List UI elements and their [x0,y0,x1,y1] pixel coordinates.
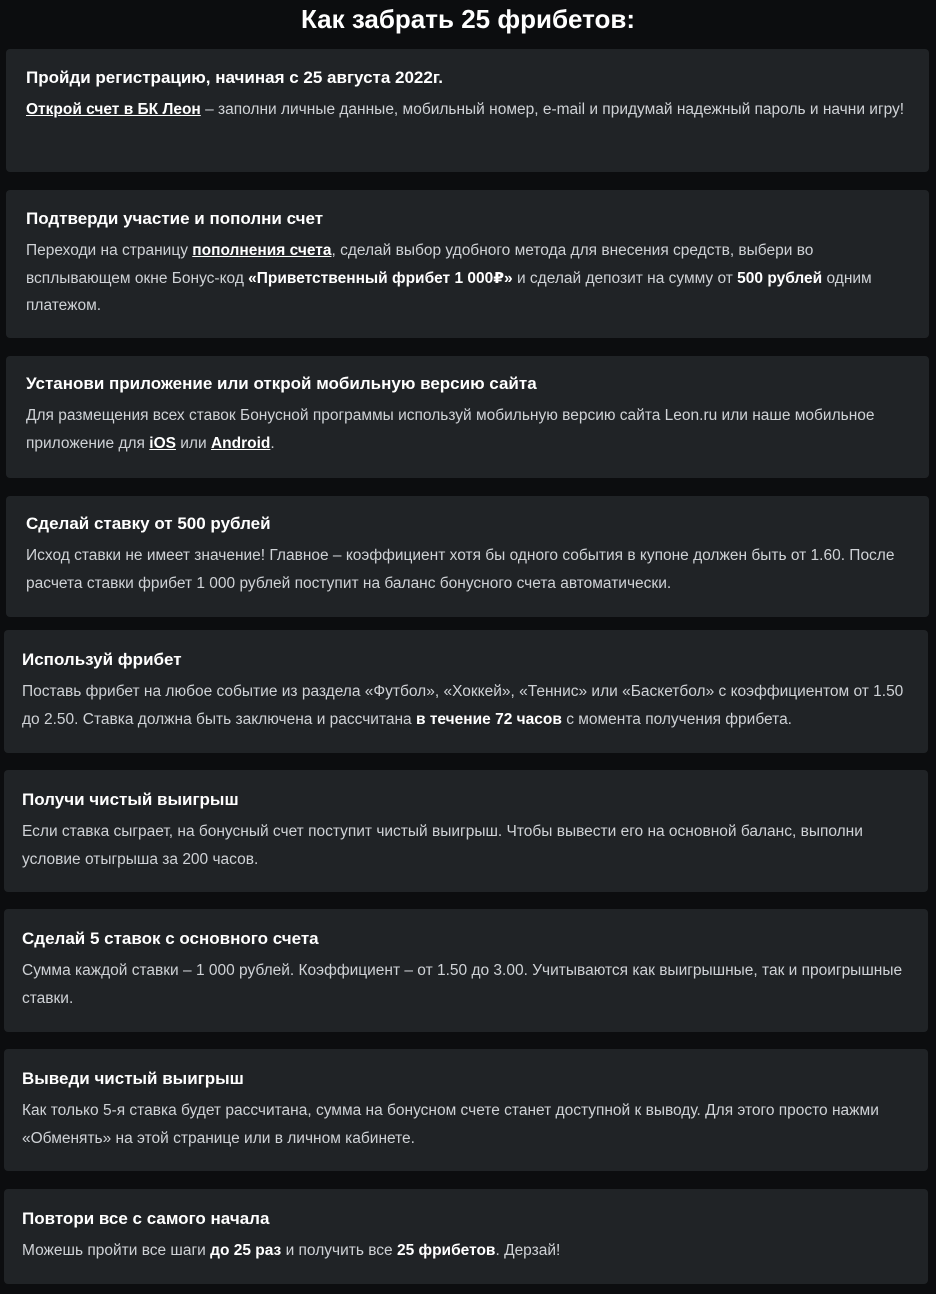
step-card-install-app [6,356,929,478]
body-text: Исход ставки не имеет значение! Главное – коэффициент хотя бы одного события в купоне должен быть от 1.60. После расчета ставки фрибет 1 000 рублей поступит на баланс бонусного счета автоматически. [26,547,895,592]
highlight-text: 25 фрибетов [396,1242,496,1259]
highlight-text: «Приветственный фрибет 1 000₽» [248,269,513,287]
step-text [26,542,911,597]
step-title: Выведи чистый выигрыш [22,1069,244,1088]
step-title: Получи чистый выигрыш [22,790,239,809]
step-title: Повтори все с самого начала [22,1209,270,1228]
step-card-place-bet [6,496,929,617]
body-text: Переходи на страницу [26,242,193,259]
inline-link[interactable]: iOS [149,434,176,452]
step-text [26,96,911,124]
body-text: и сделай депозит на сумму от [512,269,738,287]
step-text [22,957,910,1012]
step-card-net-win [4,770,928,892]
step-title: Сделай 5 ставок с основного счета [22,929,319,948]
body-text: , сделай выбор удобного метода для внесения средств, выбери во всплывающем окне Бонус-код [26,242,814,287]
inline-link[interactable]: Android [210,434,271,452]
step-text [26,402,911,457]
page-title: Как забрать 25 фрибетов: [300,4,636,34]
step-card-register [6,49,929,172]
body-text: . Дерзай! [495,1242,561,1259]
body-text: одним платежом. [26,269,872,314]
body-text: – заполни личные данные, мобильный номер, e-mail и придумай надежный пароль и начни игру! [200,101,905,118]
highlight-text: до 25 раз [210,1242,282,1259]
body-text: Как только 5-я ставка будет рассчитана, сумма на бонусном счете станет доступной к выводу. Для этого просто нажми «Обменять» на этой странице или в личном кабинете. [22,1102,879,1147]
step-text [26,237,911,320]
step-title: Пройди регистрацию, начиная с 25 августа 2022г. [26,68,443,87]
body-text: Можешь пройти все шаги [22,1242,211,1259]
step-card-deposit [6,190,929,338]
step-text [22,678,910,733]
step-title: Подтверди участие и пополни счет [26,209,324,228]
body-text: и получить все [281,1242,397,1259]
inline-link[interactable]: Открой счет в БК Леон [26,101,201,118]
step-card-use-freebet [4,630,928,753]
inline-link[interactable]: пополнения счета [192,242,332,259]
body-text: Поставь фрибет на любое событие из раздела «Футбол», «Хоккей», «Теннис» или «Баскетбол» с коэффициентом от 1.50 до 2.50. Ставка должна быть заключена и рассчитана [22,683,904,728]
step-title: Сделай ставку от 500 рублей [26,514,271,533]
body-text: Для размещения всех ставок Бонусной программы используй мобильную версию сайта Leon.ru или наше мобильное приложение для [26,407,875,452]
step-title: Используй фрибет [22,650,182,669]
highlight-text: 500 рублей [737,269,823,287]
body-text: . [270,434,275,452]
body-text: или [175,434,211,452]
step-text [22,1237,910,1265]
step-title: Установи приложение или открой мобильную версию сайта [26,374,537,393]
body-text: Если ставка сыграет, на бонусный счет поступит чистый выигрыш. Чтобы вывести его на основной баланс, выполни условие отыгрыша за 200 часов. [22,823,863,868]
step-card-withdraw [4,1049,928,1171]
step-card-five-bets [4,909,928,1032]
highlight-text: в течение 72 часов [416,710,562,728]
step-text [22,818,910,873]
body-text: Сумма каждой ставки – 1 000 рублей. Коэффициент – от 1.50 до 3.00. Учитываются как выигрышные, так и проигрышные ставки. [22,962,903,1007]
step-text [22,1097,910,1152]
step-card-repeat [4,1189,928,1284]
body-text: с момента получения фрибета. [561,710,792,728]
